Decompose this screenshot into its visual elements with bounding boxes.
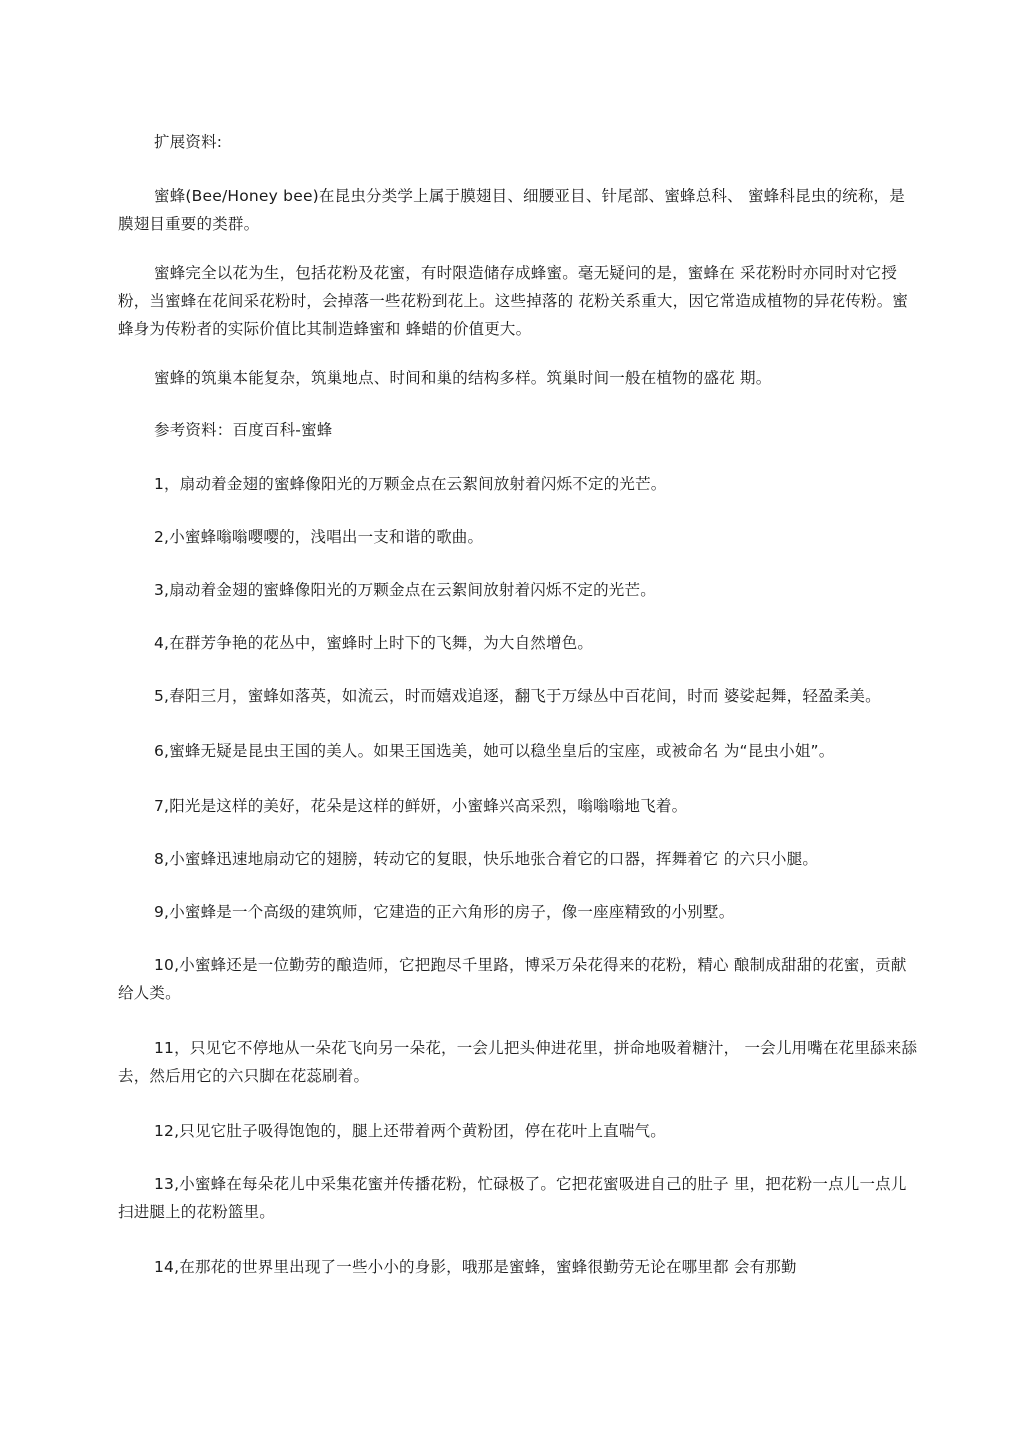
list-item: 6,蜜蜂无疑是昆虫王国的美人。如果王国选美，她可以稳坐皇后的宝座，或被命名 为“昆虫小姐”。 — [154, 742, 835, 760]
list-item: 3,扇动着金翅的蜜蜂像阳光的万颗金点在云絮间放射着闪烁不定的光芒。 — [154, 581, 656, 599]
list-item: 5,春阳三月，蜜蜂如落英，如流云，时而嬉戏追逐，翻飞于万绿丛中百花间，时而 婆娑起舞，轻盈柔美。 — [154, 687, 881, 705]
list-item: 2,小蜜蜂嗡嗡嘤嘤的，浅唱出一支和谐的歌曲。 — [154, 528, 484, 546]
paragraph-bee-nesting: 蜜蜂的筑巢本能复杂，筑巢地点、时间和巢的结构多样。筑巢时间一般在植物的盛花 期。 — [154, 369, 772, 387]
heading-extended-material: 扩展资料: — [154, 133, 223, 151]
list-item: 11，只见它不停地从一朵花飞向另一朵花，一会儿把头伸进花里，拼命地吸着糖汁， 一会儿用嘴在花里舔来舔去，然后用它的六只脚在花蕊刷着。 — [118, 1039, 918, 1085]
paragraph-bee-classification: 蜜蜂(Bee/Honey bee)在昆虫分类学上属于膜翅目、细腰亚目、针尾部、蜜蜂总科、 蜜蜂科昆虫的统称，是膜翅目重要的类群。 — [118, 187, 905, 233]
list-item: 7,阳光是这样的美好，花朵是这样的鲜妍，小蜜蜂兴高采烈，嗡嗡嗡地飞着。 — [154, 797, 688, 815]
document-page — [118, 128, 918, 1306]
list-item: 12,只见它肚子吸得饱饱的，腿上还带着两个黄粉团，停在花叶上直喘气。 — [154, 1122, 666, 1140]
list-item: 8,小蜜蜂迅速地扇动它的翅膀，转动它的复眼，快乐地张合着它的口器，挥舞着它 的六只小腿。 — [154, 850, 819, 868]
list-item: 13,小蜜蜂在每朵花儿中采集花蜜并传播花粉，忙碌极了。它把花蜜吸进自己的肚子 里，把花粉一点儿一点儿扫进腿上的花粉篮里。 — [118, 1175, 907, 1221]
paragraph-bee-pollination: 蜜蜂完全以花为生，包括花粉及花蜜，有时限造储存成蜂蜜。毫无疑问的是，蜜蜂在 采花粉时亦同时对它授粉，当蜜蜂在花间采花粉时，会掉落一些花粉到花上。这些掉落的 花粉关系重大，因它常造成植物的异花传粉。蜜蜂身为传粉者的实际价值比其制造蜂蜜和 蜂蜡的价值更大。 — [118, 264, 909, 338]
list-item: 4,在群芳争艳的花丛中，蜜蜂时上时下的飞舞，为大自然增色。 — [154, 634, 594, 652]
reference-line: 参考资料：百度百科-蜜蜂 — [154, 421, 333, 439]
list-item: 1，扇动着金翅的蜜蜂像阳光的万颗金点在云絮间放射着闪烁不定的光芒。 — [154, 475, 667, 493]
list-item: 9,小蜜蜂是一个高级的建筑师，它建造的正六角形的房子，像一座座精致的小别墅。 — [154, 903, 735, 921]
list-item: 10,小蜜蜂还是一位勤劳的酿造师，它把跑尽千里路，博采万朵花得来的花粉，精心 酿制成甜甜的花蜜，贡献给人类。 — [118, 956, 907, 1002]
list-item: 14,在那花的世界里出现了一些小小的身影，哦那是蜜蜂，蜜蜂很勤劳无论在哪里都 会有那勤 — [154, 1258, 797, 1276]
